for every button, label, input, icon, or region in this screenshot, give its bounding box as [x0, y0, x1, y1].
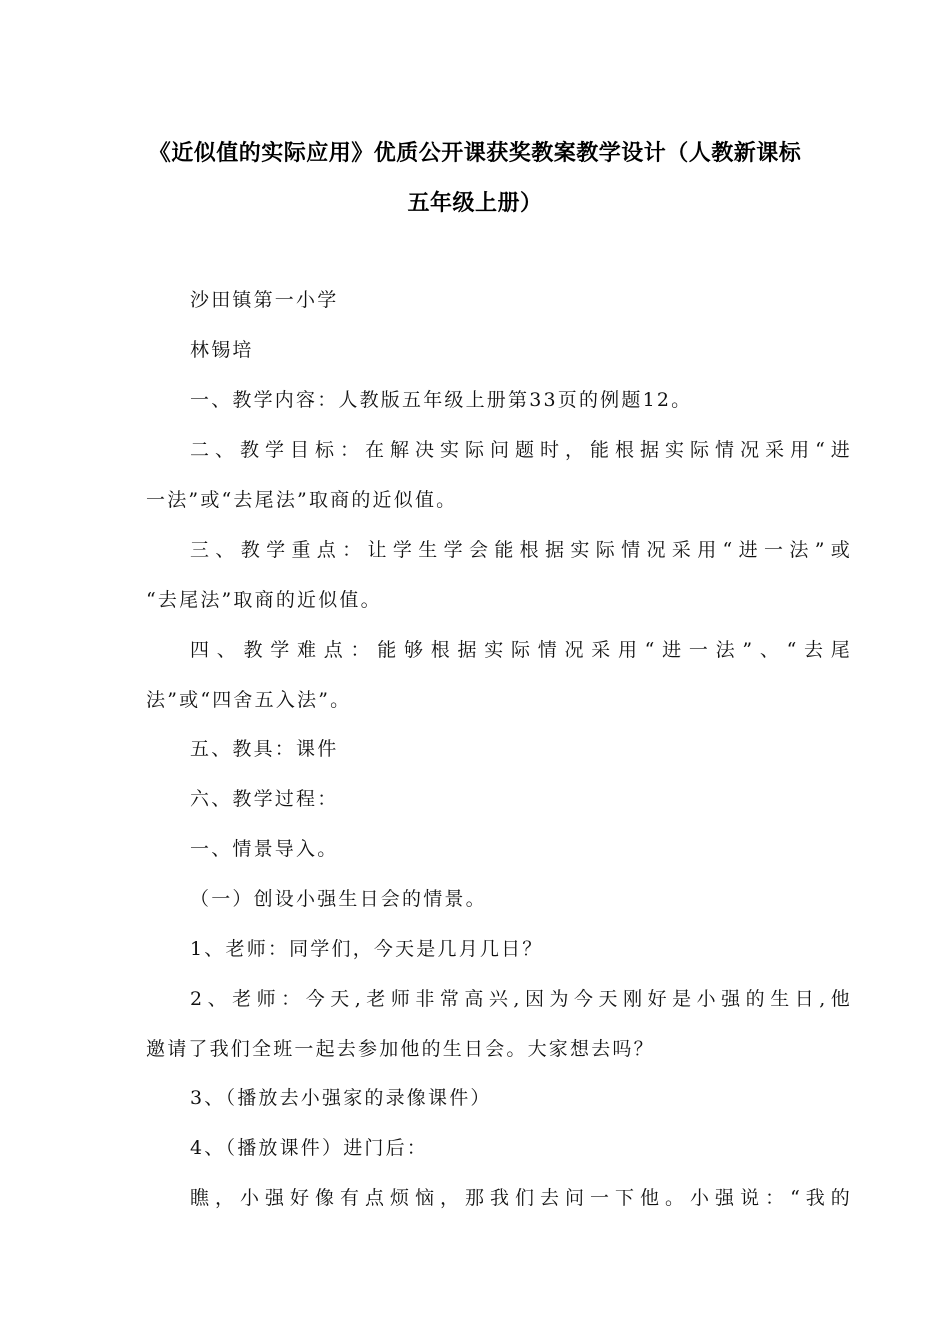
school-name: 沙田镇第一小学 — [190, 289, 339, 311]
step-2-line-1: 2、老师：今天,老师非常高兴,因为今天刚好是小强的生日,他 — [190, 988, 852, 1010]
paragraph-difficulty-line-1: 四、教学难点：能够根据实际情况采用“进一法”、“去尾 — [190, 639, 852, 661]
paragraph-teaching-goal-line-2: 一法”或“去尾法”取商的近似值。 — [146, 489, 458, 511]
paragraph-xiaoqiang-line-1: 瞧，小强好像有点烦恼，那我们去问一下他。小强说：“我的 — [190, 1187, 852, 1209]
step-3: 3、（播放去小强家的录像课件） — [190, 1087, 492, 1109]
paragraph-teaching-process: 六、教学过程： — [190, 788, 339, 810]
document-title-line-2: 五年级上册） — [407, 191, 543, 216]
step-4: 4、（播放课件）进门后： — [190, 1137, 428, 1159]
paragraph-teaching-goal-line-1: 二、教学目标：在解决实际问题时，能根据实际情况采用“进 — [190, 439, 852, 461]
paragraph-key-point-line-1: 三、教学重点：让学生学会能根据实际情况采用“进一法”或 — [190, 539, 852, 561]
document-title-line-1: 《近似值的实际应用》优质公开课获奖教案教学设计（人教新课标 — [148, 141, 802, 166]
subsection-birthday-scenario: （一）创设小强生日会的情景。 — [190, 888, 487, 910]
author-name: 林锡培 — [190, 339, 254, 361]
step-1: 1、老师：同学们，今天是几月几日？ — [190, 938, 544, 960]
step-2-line-2: 邀请了我们全班一起去参加他的生日会。大家想去吗？ — [146, 1038, 655, 1060]
paragraph-teaching-aids: 五、教具：课件 — [190, 738, 339, 760]
paragraph-key-point-line-2: “去尾法”取商的近似值。 — [146, 589, 382, 611]
section-scenario-intro: 一、情景导入。 — [190, 838, 339, 860]
paragraph-difficulty-line-2: 法”或“四舍五入法”。 — [146, 689, 352, 711]
paragraph-teaching-content: 一、教学内容：人教版五年级上册第33页的例题12。 — [190, 389, 693, 411]
